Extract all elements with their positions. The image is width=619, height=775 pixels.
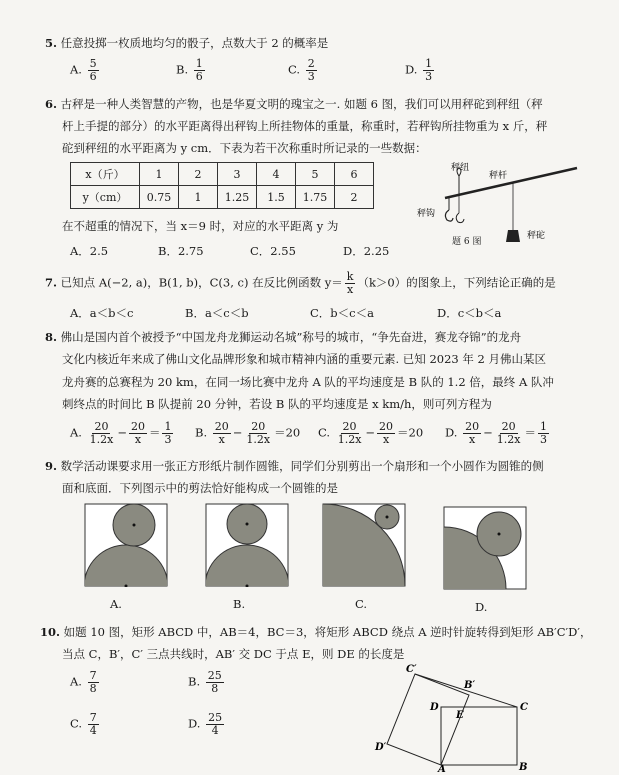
q7-option-d: D．c＜b＜a xyxy=(437,306,502,320)
minus-sign: − xyxy=(232,425,243,440)
frac-num: 20 xyxy=(130,420,145,433)
q7-frac-den: x xyxy=(347,283,354,296)
q6-data-table xyxy=(70,162,374,209)
q5-option-b xyxy=(176,58,207,83)
q8-line-2: 文化内核近年来成了佛山文化品牌形象和城市精神内涵的重要元素. 已知 2023 年 2 月佛山某区 xyxy=(62,352,547,366)
q5-option-d xyxy=(405,58,436,83)
frac-den: x xyxy=(469,433,476,446)
label-cheng-gou: 秤钩 xyxy=(417,209,436,219)
q5-option-c-label: C. xyxy=(288,62,301,77)
steelyard-hook xyxy=(445,210,453,221)
q6-table-cell: 0.75 xyxy=(140,186,179,209)
q10-geometry-figure xyxy=(372,660,542,772)
frac-num: 20 xyxy=(94,420,109,433)
q6-table-cell: 4 xyxy=(257,163,296,186)
q10-option-b-label: B. xyxy=(188,674,201,689)
q8-option-c xyxy=(318,421,423,446)
frac-num: 20 xyxy=(342,420,357,433)
q6-table-row-y xyxy=(71,186,374,209)
frac-den: 3 xyxy=(539,433,547,446)
q10-line-2: 当点 C，B′，C′ 三点共线时，AB′ 交 DC 于点 E，则 DE 的长度是 xyxy=(62,647,405,661)
q6-table-row-x xyxy=(71,163,374,186)
frac-num: 25 xyxy=(208,711,223,724)
q7-text-b: （k＞0）的图象上，下列结论正确的是 xyxy=(357,275,556,290)
minus-sign: − xyxy=(365,425,376,440)
q5-option-d-num: 1 xyxy=(425,57,433,70)
equals-sign: ＝ xyxy=(524,425,536,440)
q8-line-3: 龙舟赛的总赛程为 20 km，在同一场比赛中龙舟 A 队的平均速度是 B 队的 1.2 倍，最终 A 队冲 xyxy=(62,375,554,389)
q5-option-d-den: 3 xyxy=(425,70,433,83)
q8-option-a xyxy=(70,421,175,446)
q10-option-a xyxy=(70,670,101,695)
q8-number: 8. xyxy=(45,330,58,344)
q8-line-1 xyxy=(45,326,521,348)
label-c-prime: C′ xyxy=(406,664,417,675)
steelyard-weight xyxy=(506,230,520,242)
q10-option-c-label: C. xyxy=(70,716,83,731)
q8-option-c-label: C. xyxy=(318,425,331,440)
q6-table-cell: 5 xyxy=(296,163,335,186)
q10-number: 10. xyxy=(40,625,61,639)
q5-option-a-den: 6 xyxy=(89,70,97,83)
q10-option-b xyxy=(188,670,226,695)
frac-num: 1 xyxy=(164,420,172,433)
frac-num: 20 xyxy=(214,420,229,433)
q9-figure-a xyxy=(84,503,168,587)
q7-option-c: C．b＜c＜a xyxy=(310,306,374,320)
q6-table-cell: 1 xyxy=(179,186,218,209)
frac-den: 8 xyxy=(211,682,219,695)
q7-text-a: 已知点 A(−2, a)，B(1, b)，C(3, c) 在反比例函数 y＝ xyxy=(60,275,343,290)
frac-den: x xyxy=(218,433,225,446)
q7-number: 7. xyxy=(45,275,58,290)
q8-option-a-label: A. xyxy=(70,425,82,440)
minus-sign: − xyxy=(483,425,493,440)
q9-figure-c xyxy=(322,503,406,587)
q6-table-cell: 6 xyxy=(335,163,374,186)
q10-option-c xyxy=(70,712,101,737)
q8-option-d-label: D. xyxy=(445,425,458,440)
q5-stem xyxy=(45,32,328,54)
frac-num: 7 xyxy=(89,669,97,682)
q5-text: 任意投掷一枚质地均匀的骰子，点数大于 2 的概率是 xyxy=(60,36,329,50)
q8-text-1: 佛山是国内首个被授予“中国龙舟龙狮运动名城”称号的城市，“争先奋进，赛龙夺锦”的龙舟 xyxy=(60,330,522,344)
q5-option-b-label: B. xyxy=(176,62,189,77)
q5-option-c-num: 2 xyxy=(307,57,315,70)
q6-table-cell: 1.25 xyxy=(218,186,257,209)
q6-line-3: 砣到秤纽的水平距离为 y cm．下表为若干次称重时所记录的一些数据： xyxy=(62,141,427,155)
q9-figure-b xyxy=(205,503,289,587)
q6-option-a: A．2.5 xyxy=(70,244,109,258)
q5-number: 5. xyxy=(45,36,58,50)
frac-num: 20 xyxy=(379,420,394,433)
q9-figure-d xyxy=(443,506,527,590)
q6-table-cell: 1.5 xyxy=(257,186,296,209)
q7-stem xyxy=(45,271,556,296)
q6-option-d: D．2.25 xyxy=(343,244,390,258)
q10-text-1: 如题 10 图，矩形 ABCD 中，AB＝4，BC＝3，将矩形 ABCD 绕点 A 逆时针旋转得到矩形 AB′C′D′， xyxy=(63,625,592,639)
frac-num: 1 xyxy=(539,420,547,433)
q10-option-d-label: D. xyxy=(188,716,201,731)
q6-line-4: 在不超重的情况下，当 x＝9 时，对应的水平距离 y 为 xyxy=(62,219,339,233)
q6-table-cell: 2 xyxy=(179,163,218,186)
q9-label-d: D. xyxy=(475,600,488,614)
frac-den: 4 xyxy=(89,724,97,737)
q6-table-cell: y（cm） xyxy=(71,186,140,209)
q10-line-1 xyxy=(40,621,591,643)
label-a: A xyxy=(438,764,446,772)
q5-option-a-label: A. xyxy=(70,62,82,77)
frac-den: 1.2x xyxy=(496,433,521,446)
q6-line-2: 杆上手提的部分）的水平距离得出秤钩上所挂物体的重量，称重时，若秤钩所挂物重为 x 斤，秤 xyxy=(62,119,548,133)
q8-line-4: 刺终点的时间比 B 队提前 20 分钟，若设 B 队的平均速度是 x km/h，则可列方程为 xyxy=(62,397,492,411)
q8-option-d xyxy=(445,421,551,446)
q9-label-b: B. xyxy=(233,597,246,611)
frac-num: 20 xyxy=(251,420,266,433)
q9-line-1 xyxy=(45,455,544,477)
q5-option-b-num: 1 xyxy=(195,57,203,70)
label-d-prime: D′ xyxy=(375,742,387,753)
frac-den: 1.2x xyxy=(337,433,362,446)
q8-option-b-label: B. xyxy=(195,425,208,440)
q9-label-c: C. xyxy=(355,597,368,611)
q7-option-a: A．a＜b＜c xyxy=(70,306,134,320)
q6-figure-caption: 题 6 图 xyxy=(452,237,482,247)
steelyard-hook-2 xyxy=(456,213,464,223)
q5-option-b-den: 6 xyxy=(195,70,203,83)
q9-number: 9. xyxy=(45,459,58,473)
q9-text-1: 数学活动课要求用一张正方形纸片制作圆锥，同学们分别剪出一个扇形和一个小圆作为圆锥的侧 xyxy=(60,459,544,473)
label-b-prime: B′ xyxy=(464,680,476,691)
q10-option-a-label: A. xyxy=(70,674,82,689)
frac-num: 20 xyxy=(465,420,480,433)
q8-option-b xyxy=(195,421,300,446)
frac-num: 20 xyxy=(501,420,516,433)
q5-option-c-den: 3 xyxy=(307,70,315,83)
label-e: E xyxy=(456,710,464,721)
frac-den: 8 xyxy=(89,682,97,695)
q6-number: 6. xyxy=(45,97,58,111)
q5-option-a xyxy=(70,58,101,83)
q7-option-b: B．a＜c＜b xyxy=(185,306,249,320)
q5-option-c xyxy=(288,58,319,83)
equals-sign: ＝20 xyxy=(274,425,301,440)
q9-label-a: A. xyxy=(110,597,122,611)
frac-num: 7 xyxy=(89,711,97,724)
label-d: D xyxy=(430,702,439,713)
label-cheng-niu: 秤纽 xyxy=(451,163,470,173)
equals-sign: ＝ xyxy=(148,425,161,440)
label-cheng-tuo: 秤砣 xyxy=(527,231,546,241)
q7-frac-num: k xyxy=(346,270,354,283)
q6-option-c: C．2.55 xyxy=(250,244,296,258)
q5-option-d-label: D. xyxy=(405,62,418,77)
frac-den: 4 xyxy=(211,724,219,737)
q6-table-cell: x（斤） xyxy=(71,163,140,186)
q10-option-d xyxy=(188,712,226,737)
q9-line-2: 面和底面．下列图示中的剪法恰好能构成一个圆锥的是 xyxy=(62,481,338,495)
q6-line-1 xyxy=(45,93,543,115)
q6-table-cell: 1.75 xyxy=(296,186,335,209)
q5-option-a-num: 5 xyxy=(89,57,97,70)
frac-den: x xyxy=(134,433,142,446)
frac-den: 3 xyxy=(164,433,172,446)
frac-num: 25 xyxy=(207,669,222,682)
q6-table-cell: 1 xyxy=(140,163,179,186)
q6-table-cell: 2 xyxy=(335,186,374,209)
frac-den: 1.2x xyxy=(89,433,114,446)
minus-sign: − xyxy=(117,425,127,440)
label-b: B xyxy=(519,762,528,772)
q6-steelyard-figure xyxy=(415,158,585,250)
frac-den: 1.2x xyxy=(246,433,271,446)
label-c: C xyxy=(520,702,528,713)
q6-option-b: B．2.75 xyxy=(158,244,204,258)
equals-sign: ＝20 xyxy=(397,425,424,440)
q6-table-cell: 3 xyxy=(218,163,257,186)
label-cheng-gan: 秤杆 xyxy=(489,171,508,181)
q6-text-1: 古秤是一种人类智慧的产物，也是华夏文明的瑰宝之一. 如题 6 图，我们可以用秤砣到秤纽（秤 xyxy=(60,97,543,111)
frac-den: x xyxy=(382,433,390,446)
